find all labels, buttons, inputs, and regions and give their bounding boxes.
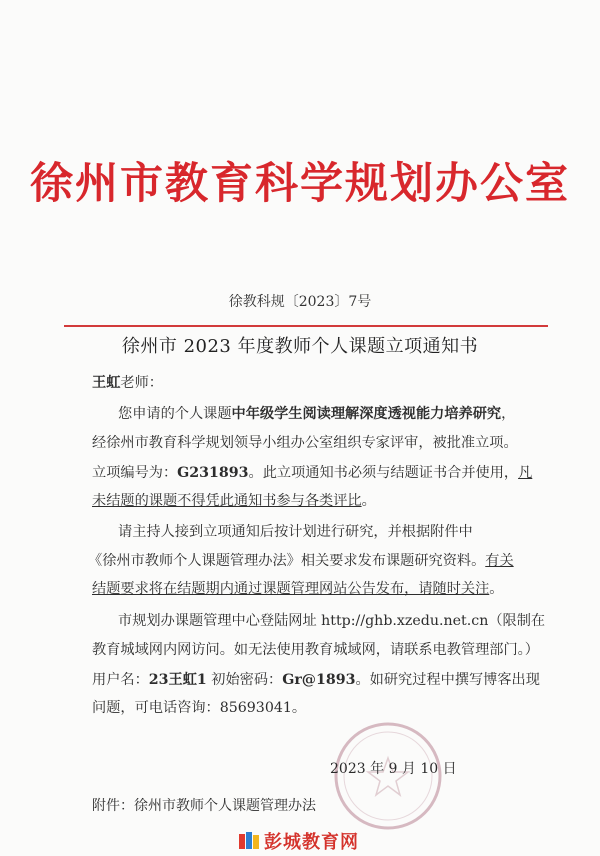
para2-line2 [88, 551, 514, 571]
para1-line2: 经徐州市教育科学规划领导小组办公室组织专家评审，被批准立项。 [92, 435, 518, 451]
teacher-name: 王虹 [92, 375, 121, 391]
issue-date: 2023 年 9 月 10 日 [330, 761, 457, 777]
para3-line2: 教育城域网内网访问。如无法使用教育城域网，请联系电教管理部门。） [92, 642, 539, 658]
para1-text: 立项编号为： [92, 465, 178, 481]
para1-text: 。 [361, 493, 376, 509]
para3-line1: 市规划办课题管理中心登陆网址 http://ghb.xzedu.net.cn（限制在 [118, 613, 546, 629]
para1-text: ， [501, 406, 516, 422]
notice-title: 徐州市 2023 年度教师个人课题立项通知书 [121, 336, 479, 357]
para1-line4 [92, 491, 376, 511]
red-divider-line [64, 325, 548, 327]
para2-text: 。 [489, 581, 504, 597]
para3-line4: 问题，可电话咨询：85693041。 [92, 700, 307, 716]
para3-text: 。如研究过程中撰写博客出现 [355, 672, 540, 688]
office-header-title: 徐州市教育科学规划办公室 [30, 159, 570, 209]
para1-line1 [118, 404, 515, 424]
site-watermark [238, 828, 359, 854]
document-number: 徐教科规〔2023〕7号 [228, 294, 372, 310]
username: 23王虹1 [148, 672, 207, 688]
watermark-text: 彭城教育网 [264, 832, 359, 853]
para1-text: 您申请的个人课题 [118, 406, 232, 422]
para2-line1: 请主持人接到立项通知后按计划进行研究，并根据附件中 [118, 524, 473, 540]
para3-text: 用户名： [92, 672, 149, 688]
initial-password: Gr@1893 [282, 672, 356, 688]
para3-text: 初始密码： [206, 672, 283, 688]
book-logo-icon [238, 831, 260, 851]
para2-underlined: 有关 [485, 553, 514, 569]
para1-line3 [92, 463, 532, 483]
para1-text: 。此立项通知书必须与结题证书合并使用， [248, 465, 519, 481]
para2-underlined: 结题要求将在结题期内通过课题管理网站公告发布，请随时关注 [92, 581, 490, 597]
para3-line3 [92, 670, 540, 690]
salutation-suffix: 老师： [120, 375, 163, 391]
attachment-note: 附件：徐州市教师个人课题管理办法 [92, 798, 316, 814]
project-number: G231893 [177, 465, 249, 481]
para1-underlined: 凡 [518, 465, 533, 481]
para1-underlined: 未结题的课题不得凭此通知书参与各类评比 [92, 493, 362, 509]
project-title: 中年级学生阅读理解深度透视能力培养研究 [231, 406, 502, 422]
salutation [92, 373, 163, 393]
para2-line3 [92, 579, 503, 599]
para2-text: 《徐州市教师个人课题管理办法》相关要求发布课题研究资料。 [88, 553, 486, 569]
